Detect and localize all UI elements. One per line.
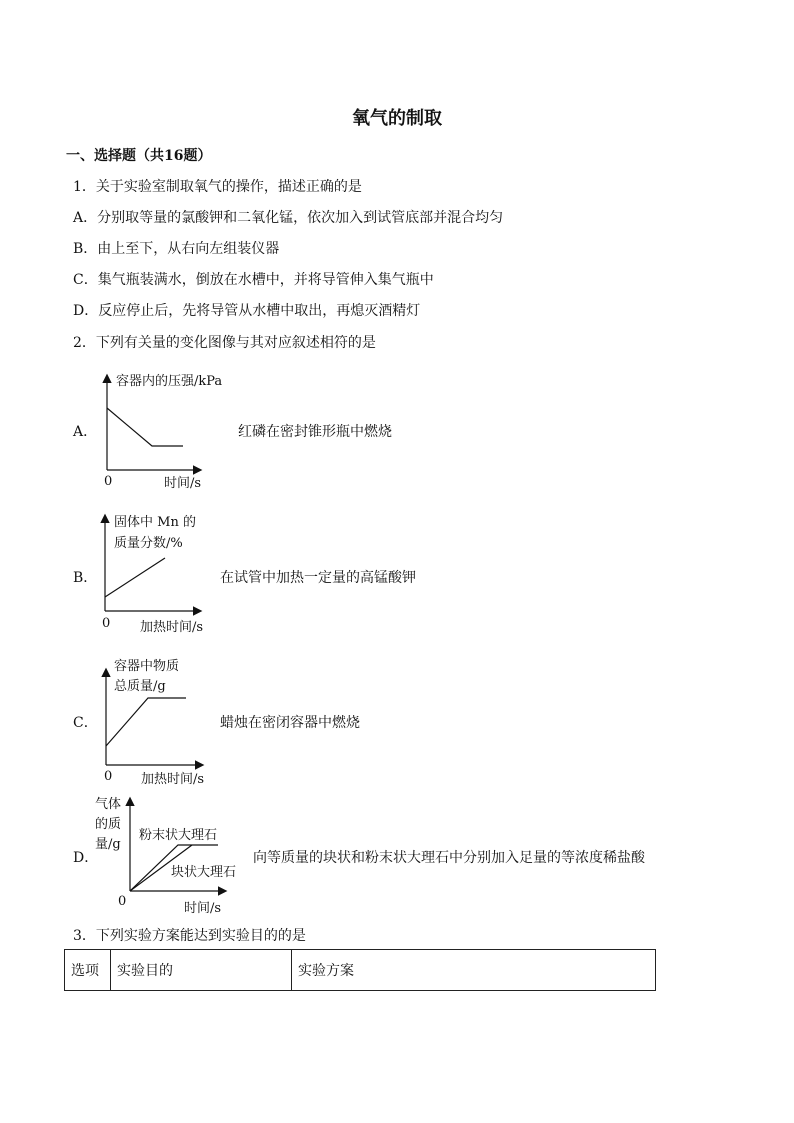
- q1-option-a: A．分别取等量的氯酸钾和二氧化锰，依次加入到试管底部并混合均匀: [73, 210, 504, 226]
- q3-table: [64, 949, 656, 991]
- q2-stem: 2．下列有关量的变化图像与其对应叙述相符的是: [73, 335, 376, 351]
- graph-c-xlabel: 加热时间/s: [141, 772, 205, 787]
- table-header-row: [65, 950, 656, 991]
- page-title: 氧气的制取: [352, 108, 442, 129]
- graph-c-origin: 0: [104, 769, 113, 784]
- graph-d-ylabel-1: 气体: [95, 797, 122, 812]
- graph-a-xlabel: 时间/s: [164, 476, 202, 491]
- q2-option-a-desc: 红磷在密封锥形瓶中燃烧: [238, 424, 392, 440]
- graph-d-curve1-label: 粉末状大理石: [139, 828, 218, 843]
- graph-c-ylabel-2: 总质量/g: [114, 679, 166, 694]
- q2-option-c-label: C．: [73, 715, 98, 731]
- q2-option-a-label: A．: [73, 424, 98, 440]
- q2-option-b-desc: 在试管中加热一定量的高锰酸钾: [220, 570, 416, 586]
- graph-b-ylabel-1: 固体中 Mn 的: [114, 515, 196, 530]
- q2-option-b-label: B．: [73, 570, 98, 586]
- table-header-option: 选项: [65, 950, 111, 991]
- graph-c-ylabel-1: 容器中物质: [114, 659, 180, 674]
- graph-b-xlabel: 加热时间/s: [140, 620, 204, 635]
- graph-d-xlabel: 时间/s: [184, 901, 222, 916]
- graph-d-origin: 0: [118, 894, 127, 909]
- table-header-purpose: 实验目的: [111, 950, 292, 991]
- graph-a-origin: 0: [104, 474, 113, 489]
- section-heading: 一、选择题（共16题）: [66, 148, 212, 164]
- q2-option-d-label: D．: [73, 850, 99, 866]
- q1-stem: 1．关于实验室制取氧气的操作，描述正确的是: [73, 179, 362, 195]
- graph-a-ylabel: 容器内的压强/kPa: [116, 374, 223, 389]
- graph-d-ylabel-3: 量/g: [95, 837, 121, 852]
- graph-d-ylabel-2: 的质: [95, 817, 122, 832]
- graph-b-origin: 0: [102, 616, 111, 631]
- q1-option-b: B．由上至下，从右向左组装仪器: [73, 241, 280, 257]
- q2-option-d-desc: 向等质量的块状和粉末状大理石中分别加入足量的等浓度稀盐酸: [253, 850, 645, 866]
- graph-b-ylabel-2: 质量分数/%: [114, 536, 183, 551]
- q1-option-d: D．反应停止后，先将导管从水槽中取出，再熄灭酒精灯: [73, 303, 421, 319]
- table-header-plan: 实验方案: [292, 950, 656, 991]
- graph-d-curve2-label: 块状大理石: [171, 865, 237, 880]
- q2-option-c-desc: 蜡烛在密闭容器中燃烧: [220, 715, 360, 731]
- q1-option-c: C．集气瓶装满水，倒放在水槽中，并将导管伸入集气瓶中: [73, 272, 434, 288]
- q3-stem: 3．下列实验方案能达到实验目的的是: [73, 928, 306, 944]
